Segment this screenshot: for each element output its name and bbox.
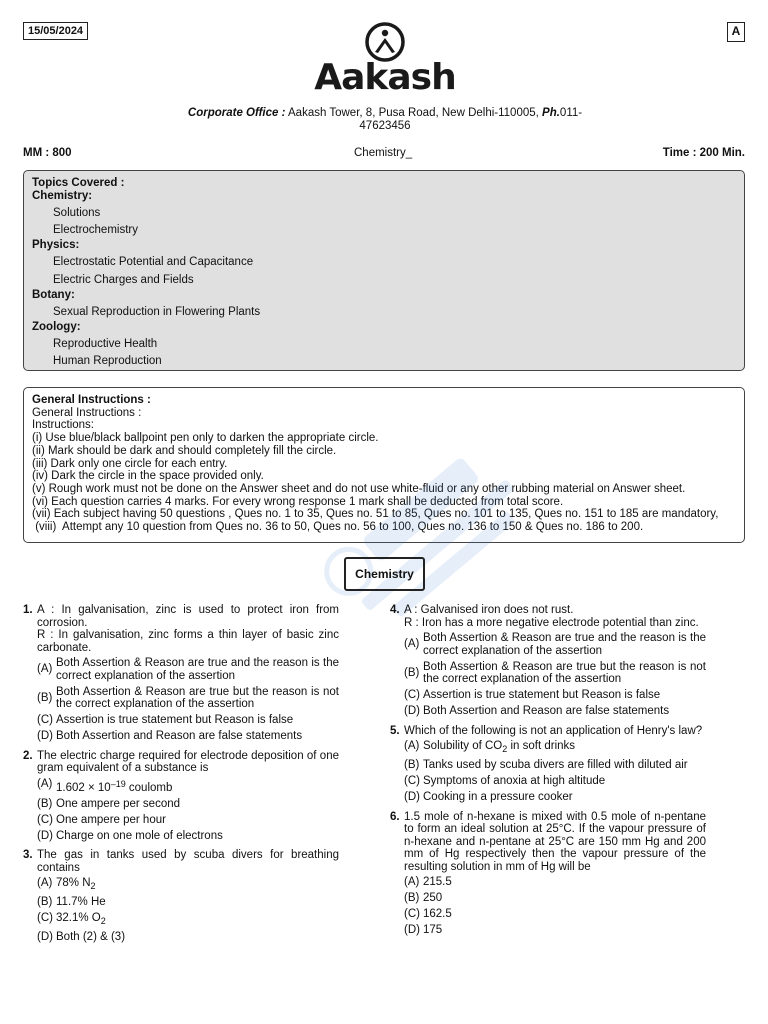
- question-stem: R : In galvanisation, zinc forms a thin layer of basic zinc carbonate.: [37, 629, 339, 654]
- option-text: Both Assertion & Reason are true and the reason is the correct explanation of the assertion: [423, 632, 706, 657]
- instruction-line: (vi) Each question carries 4 marks. For every wrong response 1 mark shall be deducted from total score.: [32, 495, 564, 508]
- answer-option[interactable]: [404, 924, 706, 937]
- question-number: 3.: [23, 849, 33, 861]
- topic-group-zoology: [32, 321, 736, 370]
- option-subscript: 2: [502, 744, 508, 754]
- option-label: (D): [404, 791, 420, 803]
- option-label: (B): [37, 691, 53, 704]
- option-label: (C): [37, 912, 53, 924]
- option-text: Solubility of CO: [423, 740, 503, 752]
- office-address: Aakash Tower, 8, Pusa Road, New Delhi-110005,: [288, 107, 539, 119]
- question-stem: Which of the following is not an application of Henry's law?: [404, 724, 703, 737]
- corporate-office: [170, 107, 600, 133]
- question-stem: A : Galvanised iron does not rust.: [404, 604, 574, 616]
- topic-group-chemistry: [32, 190, 736, 239]
- max-marks: MM : 800: [23, 147, 72, 159]
- answer-option[interactable]: [404, 632, 706, 657]
- exam-date: 15/05/2024: [23, 22, 88, 40]
- instruction-line: (iii) Dark only one circle for each entry.: [32, 457, 228, 470]
- option-label: (C): [404, 689, 420, 701]
- section-title: Chemistry: [344, 557, 425, 591]
- topic-item: Sexual Reproduction in Flowering Plants: [53, 306, 261, 318]
- option-text: 250: [423, 892, 443, 904]
- instructions-heading: General Instructions :: [32, 394, 151, 406]
- option-label: (A): [37, 663, 53, 675]
- topic-group-name: Zoology:: [32, 321, 81, 333]
- instruction-line: Instructions:: [32, 419, 94, 432]
- option-text: 32.1% O: [56, 912, 101, 924]
- option-subscript: 2: [90, 881, 96, 891]
- option-text: 162.5: [423, 908, 452, 920]
- topic-group-physics: [32, 239, 736, 289]
- option-text: Cooking in a pressure cooker: [423, 791, 573, 803]
- options-list: [37, 657, 339, 743]
- option-text: Symptoms of anoxia at high altitude: [423, 775, 606, 787]
- options-list: [404, 632, 706, 718]
- topic-item: Human Reproduction: [53, 355, 162, 367]
- option-text: Assertion is true statement but Reason is false: [56, 714, 294, 726]
- answer-option[interactable]: [404, 740, 706, 756]
- question-stem: The gas in tanks used by scuba divers for breathing contains: [37, 849, 339, 874]
- option-text-suffix: coulomb: [125, 781, 173, 794]
- exam-time: Time : 200 Min.: [662, 147, 745, 159]
- option-text: 215.5: [423, 876, 452, 888]
- answer-option[interactable]: [37, 778, 339, 795]
- answer-option[interactable]: [404, 759, 706, 772]
- answer-option[interactable]: [404, 775, 706, 788]
- question: [390, 604, 706, 718]
- topic-group-name: Chemistry:: [32, 190, 93, 202]
- option-label: (C): [404, 775, 420, 787]
- option-text: Both Assertion & Reason are true but the reason is not the correct explanation of the assertion: [56, 685, 339, 710]
- questions-left-column: [23, 604, 339, 951]
- question-stem: R : Iron has a more negative electrode potential than zinc.: [404, 616, 699, 629]
- option-label: (B): [37, 896, 53, 908]
- answer-option[interactable]: [37, 730, 339, 743]
- instructions-box: [23, 387, 745, 543]
- topic-item: Solutions: [53, 207, 101, 219]
- option-label: (B): [37, 797, 53, 810]
- instruction-line: (i) Use blue/black ballpoint pen only to darken the appropriate circle.: [32, 432, 379, 445]
- option-label: (D): [37, 829, 53, 842]
- answer-option[interactable]: [37, 657, 339, 682]
- question: [390, 811, 706, 937]
- question: [23, 849, 339, 944]
- option-label: (C): [404, 908, 420, 920]
- office-label: Corporate Office :: [187, 107, 286, 119]
- answer-option[interactable]: [404, 661, 706, 686]
- topic-item: Reproductive Health: [53, 338, 158, 350]
- option-label: (D): [404, 705, 420, 717]
- answer-option[interactable]: [404, 689, 706, 702]
- option-label: (A): [404, 740, 420, 752]
- option-label: (D): [404, 924, 420, 936]
- question-number: 4.: [390, 604, 400, 616]
- options-list: [404, 740, 706, 804]
- option-text: 1.602 × 10: [56, 781, 111, 794]
- paper-code: A: [727, 22, 745, 42]
- option-text: 11.7% He: [56, 896, 106, 908]
- question: [23, 604, 339, 743]
- phone-number: 011-47623456: [359, 107, 583, 132]
- question-number: 5.: [390, 724, 400, 737]
- answer-option[interactable]: [37, 896, 339, 909]
- option-text: Both Assertion & Reason are true and the reason is the correct explanation of the assertion: [56, 657, 339, 682]
- question-stem: A : In galvanisation, zinc is used to protect iron from corrosion.: [37, 604, 339, 629]
- option-label: (A): [404, 876, 420, 888]
- subject-name: Chemistry_: [354, 147, 413, 159]
- option-label: (D): [37, 730, 53, 742]
- topic-group-botany: [32, 289, 736, 321]
- aakash-emblem-icon: [363, 22, 407, 62]
- options-list: [404, 876, 706, 937]
- option-text: Both (2) & (3): [56, 931, 126, 943]
- option-label: (B): [404, 666, 420, 679]
- option-label: (D): [37, 931, 53, 943]
- answer-option[interactable]: [404, 908, 706, 921]
- topic-group-name: Physics:: [32, 239, 80, 251]
- instruction-line: (v) Rough work must not be done on the Answer sheet and do not use white-fluid or any other rubbing material on Answer sheet.: [32, 482, 686, 495]
- option-label: (C): [37, 714, 53, 726]
- question-number: 6.: [390, 810, 400, 823]
- aakash-logo: [312, 22, 458, 98]
- question-stem: 1.5 mole of n-hexane is mixed with 0.5 mole of n-pentane to form an ideal solution at 25°C. If the vapour pressure of n-hexane and n-pentane at 25°C are 150 mm Hg and 200 mm of Hg respectively then the vapour pressure of the resulting solution in mm of Hg will be: [404, 810, 706, 873]
- option-superscript: –19: [110, 778, 126, 789]
- instruction-line: (ii) Mark should be dark and should completely fill the circle.: [32, 444, 337, 457]
- option-label: (B): [404, 892, 420, 904]
- option-text: 78% N: [56, 877, 91, 889]
- topic-item: Electric Charges and Fields: [53, 274, 194, 286]
- option-subscript: 2: [100, 916, 106, 926]
- topic-item: Electrostatic Potential and Capacitance: [53, 256, 254, 268]
- answer-option[interactable]: [37, 912, 339, 928]
- question-stem: The electric charge required for electrode deposition of one gram equivalent of a substance is: [37, 749, 339, 774]
- instruction-line: (vii) Each subject having 50 questions , Ques no. 1 to 35, Ques no. 51 to 85, Ques no. 101 to 135, Ques no. 151 to 185 are mandatory,: [32, 508, 719, 521]
- option-text: One ampere per second: [56, 797, 181, 810]
- option-text: Charge on one mole of electrons: [56, 829, 223, 842]
- option-text: Tanks used by scuba divers are filled with diluted air: [423, 759, 688, 771]
- answer-option[interactable]: [37, 814, 339, 827]
- question: [390, 725, 706, 804]
- option-label: (A): [37, 777, 53, 790]
- answer-option[interactable]: [37, 877, 339, 893]
- instruction-line: General Instructions :: [32, 406, 142, 419]
- answer-option[interactable]: [404, 892, 706, 905]
- answer-option[interactable]: [37, 798, 339, 811]
- option-label: (A): [404, 638, 420, 650]
- question-number: 2.: [23, 749, 33, 762]
- answer-option[interactable]: [404, 705, 706, 718]
- brand-name: Aakash: [314, 57, 456, 98]
- answer-option[interactable]: [37, 686, 339, 711]
- answer-option[interactable]: [404, 876, 706, 889]
- options-list: [37, 778, 339, 843]
- instruction-line: (viii) Attempt any 10 question from Ques no. 36 to 50, Ques no. 56 to 100, Ques no. 136 to 150 & Ques no. 186 to 200.: [32, 521, 644, 534]
- option-text: Both Assertion & Reason are true but the reason is not the correct explanation of the assertion: [423, 660, 706, 685]
- answer-option[interactable]: [404, 791, 706, 804]
- question: [23, 750, 339, 843]
- answer-option[interactable]: [37, 830, 339, 843]
- topic-item: Electrochemistry: [53, 224, 138, 236]
- option-text: Both Assertion and Reason are false statements: [56, 730, 303, 742]
- option-text: Both Assertion and Reason are false statements: [423, 705, 670, 717]
- option-label: (B): [404, 759, 420, 771]
- options-list: [37, 877, 339, 944]
- question-number: 1.: [23, 604, 33, 616]
- option-text: 175: [423, 924, 443, 936]
- option-label: (A): [37, 877, 53, 889]
- answer-option[interactable]: [37, 931, 339, 944]
- questions-right-column: [390, 604, 706, 944]
- topics-box: [23, 170, 745, 371]
- answer-option[interactable]: [37, 714, 339, 727]
- topics-heading: Topics Covered :: [32, 177, 125, 189]
- topic-group-name: Botany:: [32, 289, 75, 301]
- instruction-line: (iv) Dark the circle in the space provided only.: [32, 470, 264, 483]
- option-label: (C): [37, 813, 53, 826]
- option-text: One ampere per hour: [56, 813, 166, 826]
- option-text: Assertion is true statement but Reason is false: [423, 689, 661, 701]
- phone-label: Ph.: [542, 107, 560, 119]
- option-text-suffix: in soft drinks: [507, 740, 576, 752]
